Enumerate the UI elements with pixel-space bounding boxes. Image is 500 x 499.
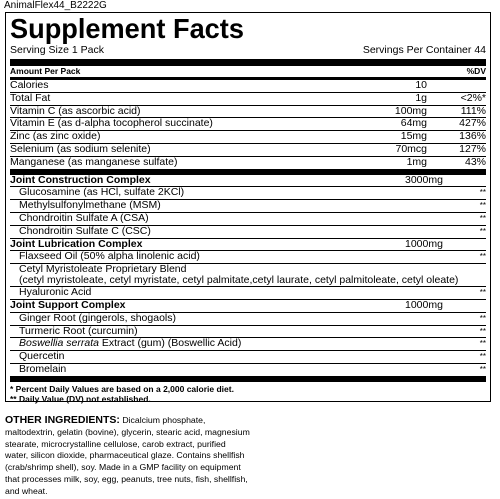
ingredient-dv: ** <box>479 364 486 374</box>
ingredient-name <box>19 213 149 225</box>
ingredient-dv: ** <box>479 313 486 323</box>
nutrient-name: Total Fat <box>10 91 51 104</box>
ingredient-dv: ** <box>479 226 486 236</box>
product-code: AnimalFlex44_B2222G <box>4 0 107 11</box>
header-amount: Amount Per Pack <box>10 66 81 76</box>
complex-name: Joint Construction Complex <box>10 173 151 186</box>
nutrient-amount: 1g <box>415 91 427 104</box>
servings-per-container: Servings Per Container 44 <box>362 44 486 56</box>
ingredient-dv: ** <box>479 288 486 298</box>
nutrient-name: Manganese (as manganese sulfate) <box>10 155 178 168</box>
column-header <box>10 66 486 77</box>
ingredient-name <box>19 326 138 338</box>
nutrient-dv: <2%* <box>460 91 486 104</box>
ingredient-name <box>19 264 458 286</box>
nutrient-amount: 64mg <box>400 117 427 130</box>
ingredient-name-text: Bromelain <box>19 362 67 375</box>
ingredient-name-text: Turmeric Root (curcumin) <box>19 324 138 337</box>
ingredient-detail: (cetyl myristoleate, cetyl myristate, cetyl palmitate,cetyl laurate, cetyl palmitoleate, cetyl oleate) <box>19 274 459 287</box>
nutrient-row <box>10 93 486 106</box>
complex-name: Joint Lubrication Complex <box>10 237 143 250</box>
nutrient-row <box>10 144 486 157</box>
nutrient-amount: 100mg <box>394 104 427 117</box>
nutrient-dv: 127% <box>459 142 486 155</box>
nutrient-name: Vitamin E (as d-alpha tocopherol succinate) <box>10 117 213 130</box>
complex-amount: 3000mg <box>405 173 443 186</box>
nutrient-name: Calories <box>10 79 49 91</box>
complex-groups <box>10 175 486 376</box>
ingredient-name <box>19 338 241 350</box>
ingredient-name-text: Flaxseed Oil (50% alpha linolenic acid) <box>19 250 200 263</box>
ingredient-name <box>19 287 91 299</box>
ingredient-name <box>19 364 66 376</box>
nutrient-amount: 10 <box>415 79 427 91</box>
nutrient-amount: 70mcg <box>395 142 427 155</box>
ingredient-row <box>10 264 486 287</box>
ingredient-name <box>19 313 176 325</box>
ingredient-name-text: Hyaluronic Acid <box>19 286 92 299</box>
other-ingredients-label: OTHER INGREDIENTS: <box>5 414 120 426</box>
ingredient-name <box>19 187 184 199</box>
ingredient-dv: ** <box>479 201 486 211</box>
nutrient-row <box>10 157 486 169</box>
thick-divider <box>10 376 486 382</box>
other-ingredients <box>5 415 251 498</box>
ingredient-name-text: Chondroitin Sulfate A (CSA) <box>19 211 149 224</box>
nutrient-amount: 1mg <box>406 155 427 168</box>
complex-amount: 1000mg <box>405 237 443 250</box>
nutrient-row <box>10 80 486 93</box>
ingredient-dv: ** <box>479 339 486 349</box>
ingredient-name-text: Glucosamine (as HCl, sulfate 2KCl) <box>19 186 185 199</box>
other-ingredients-text: Dicalcium phosphate, maltodextrin, gelatin (bovine), glycerin, stearic acid, magnesium stearate, microcrystalline cellulose, carob extract, purified water, silicon dioxide, pharmaceutical glaze. Contains shellfish (crab/shrimp shell), soy. Made in a GMP facility on equipment that processes milk, soy, egg, peanuts, tree nuts, fish, shellfish, and wheat. <box>5 415 250 496</box>
ingredient-dv: ** <box>479 326 486 336</box>
footnote-dv: ** Daily Value (DV) not established. <box>10 394 151 405</box>
supplement-facts-panel <box>5 12 491 405</box>
ingredient-name-text: Chondroitin Sulfate C (CSC) <box>19 224 151 237</box>
ingredient-row <box>10 226 486 239</box>
ingredient-name <box>19 200 161 212</box>
nutrient-dv: 43% <box>464 155 486 168</box>
thick-divider <box>10 59 486 66</box>
ingredient-dv: ** <box>479 188 486 198</box>
ingredient-row <box>10 364 486 376</box>
panel-title: Supplement Facts <box>10 13 244 44</box>
complex-name: Joint Support Complex <box>10 298 126 311</box>
serving-info <box>10 44 486 56</box>
ingredient-name-text: Ginger Root (gingerols, shogaols) <box>19 311 176 324</box>
ingredient-row <box>10 351 486 364</box>
nutrient-name: Zinc (as zinc oxide) <box>10 130 101 143</box>
header-dv: %DV <box>466 66 486 76</box>
ingredient-name-italic: Boswellia serrata <box>19 337 99 350</box>
footnote-calorie: * Percent Daily Values are based on a 2,000 calorie diet. <box>10 383 234 394</box>
nutrient-dv: 136% <box>459 130 486 143</box>
ingredient-name <box>19 351 65 363</box>
complex-amount: 1000mg <box>405 298 443 311</box>
ingredient-name <box>19 251 200 263</box>
ingredient-name-text: Quercetin <box>19 350 65 363</box>
ingredient-dv: ** <box>479 213 486 223</box>
nutrient-name: Selenium (as sodium selenite) <box>10 142 151 155</box>
ingredient-name-text: Cetyl Myristoleate Proprietary Blend <box>19 263 187 276</box>
ingredient-dv: ** <box>479 352 486 362</box>
nutrient-dv: 427% <box>459 117 486 130</box>
ingredient-dv: ** <box>479 252 486 262</box>
serving-size: Serving Size 1 Pack <box>10 44 104 56</box>
ingredient-name <box>19 226 151 238</box>
nutrient-dv: 111% <box>460 104 486 117</box>
ingredient-name-text: Methylsulfonylmethane (MSM) <box>19 199 161 212</box>
nutrient-list <box>10 80 486 169</box>
nutrient-amount: 15mg <box>400 130 427 143</box>
nutrient-name: Vitamin C (as ascorbic acid) <box>10 104 141 117</box>
ingredient-name-rest: Extract (gum) (Boswellic Acid) <box>98 337 242 350</box>
ingredient-row <box>10 338 486 351</box>
